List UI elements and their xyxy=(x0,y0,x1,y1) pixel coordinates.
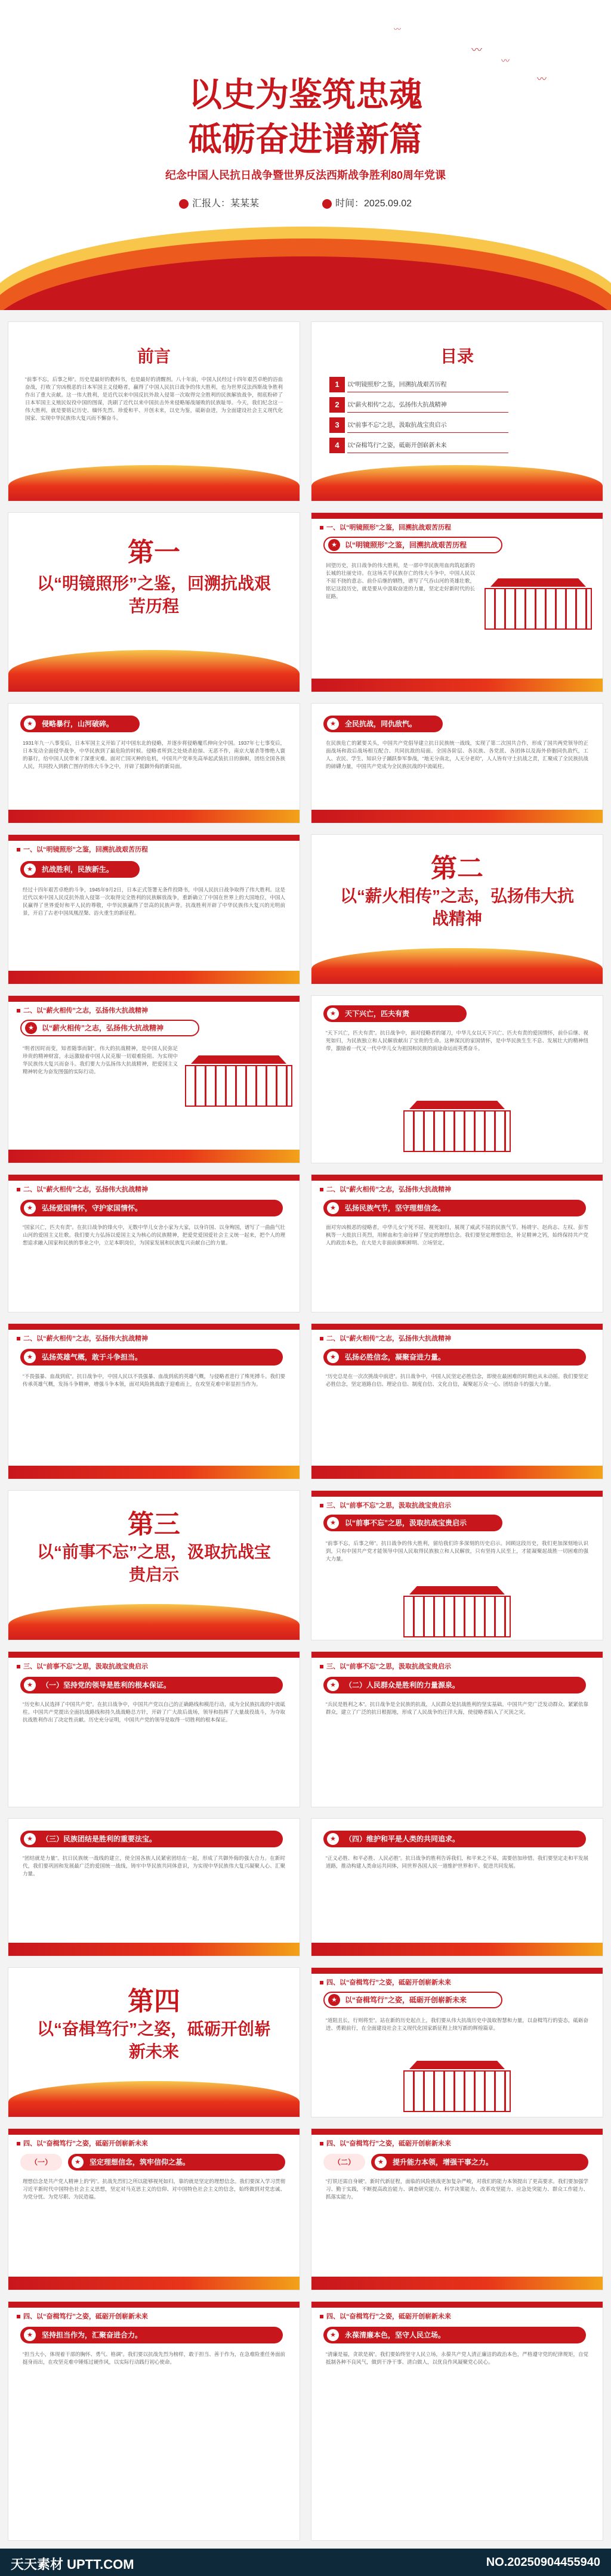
star-icon: ★ xyxy=(72,2156,84,2168)
pill-label: 永葆清廉本色，坚守人民立场。 xyxy=(345,2331,446,2339)
part1-slide-b xyxy=(311,704,603,823)
section-pill xyxy=(323,537,502,553)
toc-number: 2 xyxy=(329,397,345,413)
part3-intro-slide xyxy=(311,1491,603,1640)
top-band xyxy=(311,1491,603,1497)
star-icon: ★ xyxy=(328,1994,340,2006)
star-icon: ★ xyxy=(24,1833,36,1845)
slide-heading: 三、以“前事不忘”之思，汲取抗战宝贵启示 xyxy=(17,1661,148,1671)
toc-item[interactable] xyxy=(329,417,508,433)
reporter-text: 汇报人：某某某 xyxy=(192,199,260,209)
wave-decoration xyxy=(311,465,603,501)
cover-title-line1: 以史为鉴筑忠魂 xyxy=(189,75,422,114)
divider xyxy=(347,412,508,413)
body-text: “正义必胜、和平必胜、人民必胜”。抗日战争的胜利告诉我们，和平来之不易，需要倍加珍惜。我们要坚定走和平发展道路，推动构建人类命运共同体，同世界各国人民一道维护世界和平、促进共同发展。 xyxy=(326,1855,588,1869)
body-text: “历史和人民选择了中国共产党”。在抗日战争中，中国共产党以自己的正确路线和模范行动，成为全民族抗战的中流砥柱。中国共产党提出全面抗战路线和持久战战略总方针，开辟了广大敌后战场，领导和指挥了大量战役战斗，为夺取抗战胜利作出了决定性贡献。历史充分证明，中国共产党的领导是取得一切胜利的根本保证。 xyxy=(23,1701,285,1723)
part2-point1-slide xyxy=(311,996,603,1163)
cover-subtitle: 纪念中国人民抗日战争暨世界反法西斯战争胜利80周年党课 xyxy=(165,169,446,181)
wave-decoration xyxy=(8,650,300,692)
star-icon: ★ xyxy=(24,2329,36,2341)
star-icon: ★ xyxy=(24,1351,36,1363)
top-band xyxy=(311,1968,603,1974)
star-icon: ★ xyxy=(24,1202,36,1214)
intro-text: 回望历史，抗日战争的伟大胜利，是一部中华民族用血肉筑起新的长城的壮丽史诗。在这场关乎民族存亡的伟大斗争中，中国人民以不屈不挠的意志、前仆后继的牺牲，谱写了气吞山河的英雄壮歌，铭记这段历史，就是要从中汲取奋进的力量，坚定走好新时代的长征路。 xyxy=(326,562,475,599)
wave-decoration xyxy=(311,948,603,984)
pill-label: （四）维护和平是人类的共同追求。 xyxy=(345,1835,460,1843)
star-icon: ★ xyxy=(327,1517,339,1529)
slide-heading: 四、以“奋楫笃行”之姿，砥砺开创崭新未来 xyxy=(17,2311,148,2321)
date-text: 时间：2025.09.02 xyxy=(335,199,412,209)
roof xyxy=(409,1586,505,1594)
bottom-band xyxy=(8,810,300,823)
star-icon: ★ xyxy=(327,1008,339,1020)
preface-slide xyxy=(8,322,300,501)
roof xyxy=(409,2061,505,2069)
top-band xyxy=(311,2129,603,2135)
toc-label: 以“前事不忘”之思，汲取抗战宝贵启示 xyxy=(347,422,447,429)
part2-slide-b xyxy=(311,1175,603,1312)
section-pill xyxy=(20,1677,283,1693)
section-pill xyxy=(323,2327,586,2343)
toc-title: 目录 xyxy=(440,347,474,366)
divider xyxy=(347,432,508,433)
toc-item[interactable] xyxy=(329,377,508,392)
bottom-band xyxy=(311,2277,603,2290)
top-band xyxy=(8,1324,300,1330)
pill-label: （三）民族团结是胜利的重要法宝。 xyxy=(42,1835,157,1843)
section-pill xyxy=(20,1831,283,1847)
bird-icon: 〰 xyxy=(471,44,482,56)
star-icon: ★ xyxy=(375,2156,387,2168)
section-pill xyxy=(371,2154,588,2171)
section-pill xyxy=(323,1200,586,1216)
pill-label: 以“奋楫笃行”之姿，砥砺开创崭新未来 xyxy=(345,1996,467,2004)
toc-slide xyxy=(311,322,603,501)
slide-heading: 一、以“明镜照形”之鉴，回溯抗战艰苦历程 xyxy=(17,844,148,854)
section-pill xyxy=(68,2154,285,2171)
part4-divider-slide xyxy=(8,1968,300,2117)
body-text: “国家兴亡，匹夫有责”。在抗日战争的烽火中，无数中华儿女舍小家为大家，以身许国、以身殉国，谱写了一曲曲气壮山河的爱国主义壮歌。我们要大力弘扬以爱国主义为核心的民族精神，把爱党爱国爱社会主义统一起来，把个人的理想追求融入国家和民族的事业之中，立足本职岗位，为国家发展和民族复兴贡献自己的力量。 xyxy=(23,1224,285,1246)
slide-heading: 二、以“薪火相传”之志，弘扬伟大抗战精神 xyxy=(17,1333,148,1343)
section-pill xyxy=(20,716,140,732)
body-text: “历史总是在一次次挑战中前进”。抗日战争中，中国人民坚定必胜信念，即使在最困难的时期也从未动摇。我们要坚定必胜信念，坚定道路自信、理论自信、制度自信、文化自信，凝聚起万众一心、团结奋斗的强大力量。 xyxy=(326,1373,588,1387)
star-icon: ★ xyxy=(25,1022,37,1034)
pill-label: 弘扬英雄气概，敢于斗争担当。 xyxy=(42,1353,143,1361)
pill-label: 以“薪火相传”之志，弘扬伟大抗战精神 xyxy=(42,1024,164,1032)
top-band xyxy=(8,2129,300,2135)
star-icon: ★ xyxy=(327,1679,339,1691)
body-text: 理想信念是共产党人精神上的“钙”。抗战先烈们之所以能够视死如归，靠的就是坚定的理想信念。我们要深入学习贯彻习近平新时代中国特色社会主义思想，坚定对马克思主义的信仰、对中国特色社会主义的信念，始终做到对党忠诚、为党分忧、为党尽职、为民造福。 xyxy=(23,2178,285,2200)
bottom-band xyxy=(311,810,603,823)
monument-illustration xyxy=(403,1101,511,1154)
toc-number: 3 xyxy=(329,417,345,433)
slide-heading: 四、以“奋楫笃行”之姿，砥砺开创崭新未来 xyxy=(320,1977,451,1987)
bottom-band xyxy=(8,971,300,984)
star-icon: ★ xyxy=(327,1202,339,1214)
slide-heading: 二、以“薪火相传”之志，弘扬伟大抗战精神 xyxy=(320,1184,451,1194)
bottom-band xyxy=(8,1150,300,1163)
section-pill xyxy=(323,1831,586,1847)
part3-slide-c xyxy=(8,1819,300,1956)
section-pill xyxy=(323,1992,502,2008)
wave-decoration xyxy=(8,465,300,501)
top-band xyxy=(8,996,300,1002)
section-pill xyxy=(323,716,443,732)
body-text: 经过十四年艰苦卓绝的斗争，1945年9月2日，日本正式签署无条件投降书，中国人民抗日战争取得了伟大胜利。这是近代以来中国人民反抗外敌入侵第一次取得完全胜利的民族解放战争，重新确立了中国在世界上的大国地位，中国人民赢得了世界爱好和平人民的尊敬，中华民族赢得了崇高的民族声誉。抗战胜利开辟了中华民族伟大复兴的光明前景，开启了古老中国凤凰涅槃、浴火重生的新征程。 xyxy=(23,887,285,916)
monument-illustration xyxy=(485,578,592,632)
date xyxy=(322,196,412,209)
bottom-band xyxy=(8,1943,300,1956)
body-text: 面对穷凶极恶的侵略者，中华儿女宁死不屈、视死如归，展现了威武不屈的民族气节。杨靖宇、赵尚志、左权、彭雪枫等一大批抗日英烈，用鲜血和生命诠释了坚定的理想信念。我们要坚定理想信念，补足精神之钙，始终保持共产党人的政治本色，在大是大非面前旗帜鲜明、立场坚定。 xyxy=(326,1224,588,1246)
part1-intro-slide xyxy=(311,513,603,692)
part-title: 以“薪火相传”之志，弘扬伟大抗战精神 xyxy=(340,887,574,928)
section-pill xyxy=(20,1200,283,1216)
pill-label: 以“前事不忘”之思，汲取抗战宝贵启示 xyxy=(345,1519,467,1527)
bird-icon: 〰 xyxy=(501,56,510,66)
clock-icon xyxy=(322,199,332,209)
facade xyxy=(485,588,592,630)
slide-heading: 三、以“前事不忘”之思，汲取抗战宝贵启示 xyxy=(320,1500,451,1510)
monument-illustration xyxy=(185,1055,292,1109)
watermark-site: 天天素材 UPTT.COM xyxy=(11,2557,134,2572)
roof xyxy=(490,578,586,587)
part3-slide-b xyxy=(311,1652,603,1807)
part4-slide-c xyxy=(8,2302,300,2540)
part3-slide-a xyxy=(8,1652,300,1807)
top-band xyxy=(8,835,300,841)
bottom-band xyxy=(8,1466,300,1479)
body-text: “不畏强暴、血战到底”。抗日战争中，中国人民以不畏强暴、血战到底的英雄气概，与侵略者进行了殊死搏斗。我们要传承英雄气概，发扬斗争精神，增强斗争本领，面对风险挑战敢于迎难而上，在攻坚克难中彰显担当作为。 xyxy=(23,1373,285,1387)
pill-label: 弘扬民族气节，坚守理想信念。 xyxy=(345,1204,446,1212)
toc-label: 以“明镜照形”之鉴，回溯抗战艰苦历程 xyxy=(347,382,447,388)
part4-slide-d xyxy=(311,2302,603,2540)
star-icon: ★ xyxy=(327,2329,339,2341)
section-pill xyxy=(323,1677,586,1693)
pill-label: 侵略暴行，山河破碎。 xyxy=(42,720,114,728)
section-pill xyxy=(20,861,140,878)
section-pill xyxy=(20,2327,283,2343)
part3-divider-slide xyxy=(8,1491,300,1640)
part1-slide-c xyxy=(8,835,300,984)
toc-label: 以“奋楫笃行”之姿，砥砺开创崭新未来 xyxy=(347,442,447,449)
top-band xyxy=(311,1175,603,1181)
facade xyxy=(185,1065,292,1107)
pill-label: 弘扬必胜信念，凝聚奋进力量。 xyxy=(345,1353,446,1361)
bottom-band xyxy=(311,1943,603,1956)
part-title: 以“奋楫笃行”之姿，砥砺开创崭新未来 xyxy=(36,2020,271,2061)
body-text: “兵民是胜利之本”。抗日战争是全民族的抗战，人民群众是抗战胜利的坚实基础。中国共产党广泛发动群众、紧紧依靠群众，建立了广泛的抗日根据地，形成了人民战争的汪洋大海，使侵略者陷入了灭顶之灾。 xyxy=(326,1701,588,1715)
toc-item[interactable] xyxy=(329,438,508,453)
slide-heading: 三、以“前事不忘”之思，汲取抗战宝贵启示 xyxy=(320,1661,451,1671)
wave-decoration xyxy=(8,2081,300,2117)
body-text: “打铁还需自身硬”。新时代新征程，面临的风险挑战更加复杂严峻，对我们的能力本领提出了更高要求。我们要加强学习、勤于实践，不断提高政治能力、调查研究能力、科学决策能力、改革攻坚能力、应急处突能力、群众工作能力、抓落实能力。 xyxy=(326,2178,588,2200)
part1-divider-slide xyxy=(8,513,300,692)
bird-icon: 〰 xyxy=(537,75,547,85)
toc-number: 4 xyxy=(329,438,345,453)
part-number: 第一 xyxy=(128,537,180,568)
monument-illustration xyxy=(403,2061,511,2114)
body-text: 在民族危亡的紧要关头，中国共产党倡导建立抗日民族统一战线，实现了第二次国共合作，形成了国共两党领导的正面战场和敌后战场相互配合、共同抗敌的局面。全国各阶层、各民族、各党派、各团体以及海外侨胞同仇敌忾，工人、农民、学生、知识分子踊跃参军参战，“地无分南北，人无分老幼”，人人皆有守土抗战之责，汇聚成了全民族抗战的磅礴力量，中国共产党成为全民族抗战的中流砥柱。 xyxy=(326,740,588,769)
pill-label: 坚定理想信念，筑牢信仰之基。 xyxy=(90,2158,190,2166)
slide-heading: 四、以“奋楫笃行”之姿，砥砺开创崭新未来 xyxy=(320,2138,451,2148)
item-number-badge: （二） xyxy=(323,2154,365,2171)
top-band xyxy=(8,2302,300,2308)
part2-slide-d xyxy=(311,1324,603,1479)
part4-slide-a xyxy=(8,2129,300,2290)
part2-intro-slide xyxy=(8,996,300,1163)
section-pill xyxy=(323,1515,502,1531)
slide-heading: 二、以“薪火相传”之志，弘扬伟大抗战精神 xyxy=(320,1333,451,1343)
top-band xyxy=(8,1652,300,1658)
facade xyxy=(403,1596,511,1637)
bottom-band xyxy=(311,1466,603,1479)
part2-divider-slide xyxy=(311,835,603,984)
pill-label: （二）人民群众是胜利的力量源泉。 xyxy=(345,1681,460,1689)
item-number-badge: （一） xyxy=(20,2154,62,2171)
part4-slide-b xyxy=(311,2129,603,2290)
roof xyxy=(191,1055,286,1064)
preface-text: “前事不忘，后事之师”。历史是最好的教科书，也是最好的清醒剂。八十年前，中国人民经过十四年艰苦卓绝的浴血奋战，打败了穷凶极恶的日本军国主义侵略者，赢得了中国人民抗日战争的伟大胜利，也为世界反法西斯战争胜利作出了重大贡献。这一伟大胜利，是近代以来中国反抗外敌入侵第一次取得完全胜利的民族解放战争，彻底粉碎了日本军国主义殖民奴役中国的图谋，洗刷了近代以来中国抗击外来侵略屡战屡败的民族耻辱。今天，我们纪念这一伟大胜利，就是要铭记历史、缅怀先烈、珍爱和平、开创未来，以史为鉴，砥砺奋进，为全面建设社会主义现代化国家、实现中华民族伟大复兴而不懈奋斗。 xyxy=(25,376,283,421)
bottom-band xyxy=(311,679,603,692)
body-text: 1931年九一八事变后，日本军国主义开始了对中国东北的侵略，并逐步将侵略魔爪伸向全中国。1937年七七事变后，日本发动全面侵华战争，中华民族到了最危险的时候。侵略者所到之处烧杀抢掠、无恶不作，南京大屠杀等惨绝人寰的暴行，给中国人民带来了深重灾难。面对亡国灭种的危机，中国共产党率先高举起武装抗日的旗帜，团结全国各族人民，共同投入到救亡图存的伟大斗争之中，开辟了抵御外侮的新局面。 xyxy=(23,740,285,769)
body-text: “担当大小，体现着干部的胸怀、勇气、格调”。我们要以抗战先烈为榜样，敢于担当、善于作为，在急难险重任务面前挺身而出，在攻坚克难中锤炼过硬作风，以实际行动践行初心使命。 xyxy=(23,2351,285,2365)
toc-number: 1 xyxy=(329,377,345,392)
toc-label: 以“薪火相传”之志，弘扬伟大抗战精神 xyxy=(347,402,447,408)
body-text: “天下兴亡，匹夫有责”。抗日战争中，面对侵略者的屠刀，中华儿女以天下兴亡、匹夫有责的爱国情怀，前仆后继、视死如归，为民族独立和人民解放献出了宝贵的生命。这种深沉的家国情怀，是中华民族生生不息、发展壮大的精神纽带，激励着一代又一代中华儿女为祖国和民族的前途命运而英勇奋斗。 xyxy=(326,1030,588,1051)
top-band xyxy=(311,2302,603,2308)
star-icon: ★ xyxy=(24,863,36,875)
part-number: 第三 xyxy=(128,1509,180,1540)
watermark-footer xyxy=(0,2549,611,2576)
part-title: 以“明镜照形”之鉴，回溯抗战艰苦历程 xyxy=(36,574,271,615)
person-icon xyxy=(179,199,189,209)
star-icon: ★ xyxy=(327,1833,339,1845)
slide-heading: 二、以“薪火相传”之志，弘扬伟大抗战精神 xyxy=(17,1005,148,1015)
part4-intro-slide xyxy=(311,1968,603,2117)
cover-title-line2: 砥砺奋进谱新篇 xyxy=(189,120,422,159)
slide-heading: 二、以“薪火相传”之志，弘扬伟大抗战精神 xyxy=(17,1184,148,1194)
facade xyxy=(403,1110,511,1152)
star-icon: ★ xyxy=(327,1351,339,1363)
part-number: 第四 xyxy=(128,1986,180,2017)
toc-item[interactable] xyxy=(329,397,508,413)
intro-text: “道阻且长，行则将至”。站在新的历史起点上，我们要从伟大抗战历史中汲取智慧和力量，以奋楫笃行的姿态，砥砺奋进、勇毅前行，在全面建设社会主义现代化国家新征程上续写新的辉煌篇章。 xyxy=(326,2017,588,2031)
section-pill xyxy=(20,1349,283,1366)
bird-icon: 〰 xyxy=(394,25,402,33)
section-pill xyxy=(323,1005,467,1022)
section-pill xyxy=(323,1349,586,1366)
pill-label: 提升能力本领，增强干事之力。 xyxy=(393,2158,493,2166)
top-band xyxy=(311,513,603,519)
slide-heading: 四、以“奋楫笃行”之姿，砥砺开创崭新未来 xyxy=(17,2138,148,2148)
pill-label: 天下兴亡，匹夫有责 xyxy=(345,1010,410,1018)
pill-label: 弘扬爱国情怀，守护家国情怀。 xyxy=(42,1204,143,1212)
body-text: “清廉是福，贪欲是祸”。我们要始终坚守人民立场，永葆共产党人清正廉洁的政治本色，严格遵守党的纪律规矩，自觉抵制各种不良风气，做到干净干事、清白做人，以优良作风凝聚党心民心。 xyxy=(326,2351,588,2365)
preface-title: 前言 xyxy=(137,347,171,366)
pill-label: 全民抗战，同仇敌忾。 xyxy=(345,720,417,728)
top-band xyxy=(311,1652,603,1658)
slide-heading: 四、以“奋楫笃行”之姿，砥砺开创崭新未来 xyxy=(320,2311,451,2321)
roof xyxy=(409,1101,505,1109)
intro-text: “前事不忘，后事之师”。抗日战争的伟大胜利，留给我们许多深刻的历史启示。回顾这段历史，我们更加深刻地认识到，只有中国共产党才能领导中国人民取得民族独立和人民解放，只有坚持人民至上，才能凝聚起战胜一切困难的强大力量。 xyxy=(326,1540,588,1562)
cover-slide xyxy=(0,0,611,310)
star-icon: ★ xyxy=(24,718,36,730)
bottom-band xyxy=(8,2277,300,2290)
part-number: 第二 xyxy=(431,853,483,884)
pill-label: （一）坚持党的领导是胜利的根本保证。 xyxy=(42,1681,171,1689)
pill-label: 以“明镜照形”之鉴，回溯抗战艰苦历程 xyxy=(345,541,467,549)
part-title: 以“前事不忘”之思，汲取抗战宝贵启示 xyxy=(36,1543,271,1584)
pill-label: 抗战胜利，民族新生。 xyxy=(42,865,114,874)
pill-label: 坚持担当作为，汇聚奋进合力。 xyxy=(42,2331,143,2339)
star-icon: ★ xyxy=(327,718,339,730)
watermark-id: NO.20250904455940 xyxy=(486,2556,600,2569)
top-band xyxy=(8,1175,300,1181)
slide-heading: 一、以“明镜照形”之鉴，回溯抗战艰苦历程 xyxy=(320,522,451,532)
part2-slide-c xyxy=(8,1324,300,1479)
body-text: “团结就是力量”。抗日民族统一战线的建立，使全国各族人民紧密团结在一起，形成了共御外侮的强大合力。在新时代，我们要巩固和发展最广泛的爱国统一战线，铸牢中华民族共同体意识，为实现中华民族伟大复兴凝聚人心、汇聚力量。 xyxy=(23,1855,285,1877)
part1-slide-a xyxy=(8,704,300,823)
monument-illustration xyxy=(403,1586,511,1640)
section-pill xyxy=(20,1020,199,1036)
wave-decoration xyxy=(8,1604,300,1640)
star-icon: ★ xyxy=(24,1679,36,1691)
star-icon: ★ xyxy=(328,539,340,551)
top-band xyxy=(311,1324,603,1330)
part2-slide-a xyxy=(8,1175,300,1312)
part3-slide-d xyxy=(311,1819,603,1956)
facade xyxy=(403,2070,511,2112)
reporter xyxy=(179,196,259,209)
intro-text: “明者因时而变，知者随事而制”。伟大的抗战精神，是中国人民弥足珍贵的精神财富，永远激励着中国人民克服一切艰难险阻、为实现中华民族伟大复兴而奋斗。我们要大力弘扬伟大抗战精神，把爱国主义精神转化为奋发图强的实际行动。 xyxy=(23,1045,178,1075)
